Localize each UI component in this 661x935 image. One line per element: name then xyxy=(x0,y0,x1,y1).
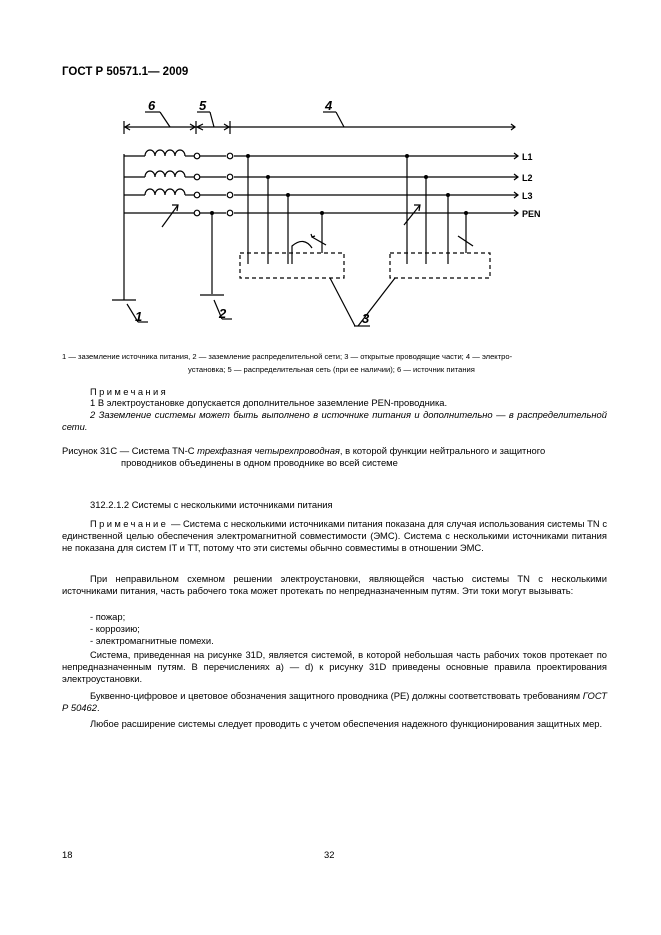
paragraph-3-text: Буквенно-цифровое и цветовое обозначения защитного проводника (PE) должны соответствовать требованиям xyxy=(90,690,583,701)
figure-caption xyxy=(62,445,607,469)
note-2: 2 Заземление системы может быть выполнено в источнике питания и дополнительно — в распределительной сети. xyxy=(62,409,607,432)
legend-line-1: 1 — заземление источника питания, 2 — заземление распределительной сети; 3 — открытые проводящие части; 4 — электро- xyxy=(62,352,513,361)
label-6: 6 xyxy=(148,98,156,113)
list-item: - электромагнитные помехи. xyxy=(90,635,214,646)
caption-rest: , в которой функции нейтрального и защитного xyxy=(339,445,546,456)
body-note xyxy=(62,518,607,554)
caption-line-2: проводников объединены в одном проводнике во всей системе xyxy=(121,457,398,468)
label-l3: L3 xyxy=(522,191,533,201)
label-3: 3 xyxy=(362,311,370,326)
legend-line-2: установка; 5 — распределительная сеть (при ее наличии); 6 — источник питания xyxy=(188,365,475,374)
label-pen: PEN xyxy=(522,209,541,219)
paragraph-3 xyxy=(62,690,607,714)
paragraph-3-end: . xyxy=(96,702,100,713)
list-item: - коррозию; xyxy=(90,623,140,634)
standard-reference: ГОСТ Р 50462 xyxy=(62,690,607,713)
caption-italic: трехфазная четырехпроводная xyxy=(197,445,340,456)
page-number-left: 18 xyxy=(62,849,73,860)
caption-prefix: Рисунок 31С — Система TN-C xyxy=(62,445,198,456)
body-note-text: — Система с несколькими источниками питания показана для случая использования системы TN с единственной целью обеспечения электромагнитной совместимости (ЭМС). Система с несколькими источниками питания не показана для систем IT и TT, потому что эти системы обычно совместимы в отношении ЭМС. xyxy=(62,518,608,553)
notes-title: Примечания xyxy=(90,386,169,397)
paragraph-1: При неправильном схемном решении электроустановки, являющейся частью системы TN с несколькими источниками питания, часть рабочего тока может протекать по непредназначенным путям. Эти токи могут вызывать: xyxy=(62,573,607,596)
document-header: ГОСТ Р 50571.1— 2009 xyxy=(62,66,189,78)
body-note-label: Примечание xyxy=(90,518,169,529)
label-l2: L2 xyxy=(522,173,533,183)
page-number-center: 32 xyxy=(324,849,335,860)
label-4: 4 xyxy=(325,98,333,113)
paragraph-2: Система, приведенная на рисунке 31D, является системой, в которой небольшая часть рабочих токов протекает по непредназначенным путям. В перечислениях a) — d) к рисунку 31D приведены основные правила проектирования электроустановки. xyxy=(62,649,607,684)
label-l1: L1 xyxy=(522,152,533,162)
note-1: 1 В электроустановке допускается дополнительное заземление PEN-проводника. xyxy=(90,397,448,408)
label-5: 5 xyxy=(199,98,207,113)
label-2: 2 xyxy=(219,306,227,321)
label-1: 1 xyxy=(135,309,143,324)
figure-legend xyxy=(62,350,607,376)
paragraph-4: Любое расширение системы следует проводить с учетом обеспечения надежного функционирования защитных мер. xyxy=(90,718,603,729)
hazard-list xyxy=(90,611,214,647)
list-item: - пожар; xyxy=(90,611,126,622)
section-heading: 312.2.1.2 Системы с несколькими источниками питания xyxy=(90,499,333,510)
tn-c-system-diagram xyxy=(100,94,570,339)
